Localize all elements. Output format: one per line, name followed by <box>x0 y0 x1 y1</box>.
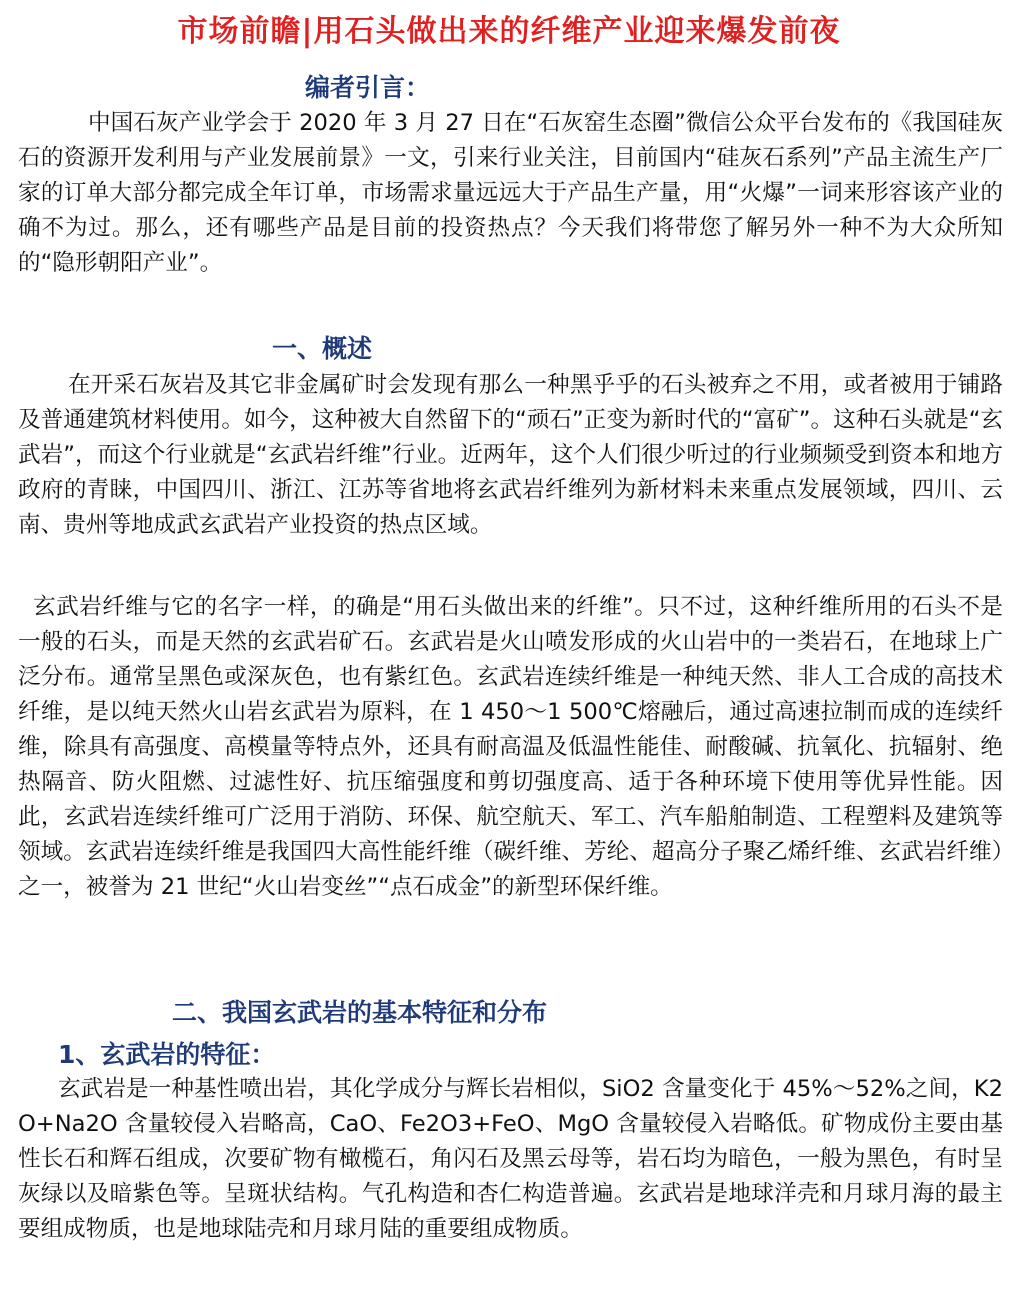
section2-paragraph-1: 玄武岩是一种基性喷出岩，其化学成分与辉长岩相似，SiO2 含量变化于 45%～52%之间，K2O+Na2O 含量较侵入岩略高，CaO、Fe2O3+FeO、MgO 含量较侵入岩略低。矿物成份主要由基性长石和辉石组成，次要矿物有橄榄石，角闪石及黑云母等，岩石均为暗色，一般为黑色，有时呈灰绿以及暗紫色等。呈斑状结构。气孔构造和杏仁构造普遍。玄武岩是地球洋壳和月球月海的最主要组成物质，也是地球陆壳和月球月陆的重要组成物质。 <box>18 1076 1003 1242</box>
section2-heading: 二、我国玄武岩的基本特征和分布 <box>172 998 548 1027</box>
section2-subheading-1: 1、玄武岩的特征： <box>58 1040 276 1069</box>
section1-paragraph-1: 在开采石灰岩及其它非金属矿时会发现有那么一种黑乎乎的石头被弃之不用，或者被用于铺路及普通建筑材料使用。如今，这种被大自然留下的“顽石”正变为新时代的“富矿”。这种石头就是“玄武岩”，而这个行业就是“玄武岩纤维”行业。近两年，这个人们很少听过的行业频频受到资本和地方政府的青睐，中国四川、浙江、江苏等省地将玄武岩纤维列为新材料未来重点发展领域，四川、云南、贵州等地成武玄武岩产业投资的热点区域。 <box>18 372 1003 538</box>
section1-paragraph-2: 玄武岩纤维与它的名字一样，的确是“用石头做出来的纤维”。只不过，这种纤维所用的石头不是一般的石头，而是天然的玄武岩矿石。玄武岩是火山喷发形成的火山岩中的一类岩石，在地球上广泛分布。通常呈黑色或深灰色，也有紫红色。玄武岩连续纤维是一种纯天然、非人工合成的高技术纤维，是以纯天然火山岩玄武岩为原料，在 1 450～1 500℃熔融后，通过高速拉制而成的连续纤维，除具有高强度、高模量等特点外，还具有耐高温及低温性能佳、耐酸碱、抗氧化、抗辐射、绝热隔音、防火阻燃、过滤性好、抗压缩强度和剪切强度高、适于各种环境下使用等优异性能。因此，玄武岩连续纤维可广泛用于消防、环保、航空航天、军工、汽车船舶制造、工程塑料及建筑等领域。玄武岩连续纤维是我国四大高性能纤维（碳纤维、芳纶、超高分子聚乙烯纤维、玄武岩纤维）之一，被誉为 21 世纪“火山岩变丝”“点石成金”的新型环保纤维。 <box>18 594 1003 900</box>
document-title: 市场前瞻|用石头做出来的纤维产业迎来爆发前夜 <box>177 14 841 49</box>
intro-paragraph: 中国石灰产业学会于 2020 年 3 月 27 日在“石灰窑生态圈”微信公众平台发布的《我国硅灰石的资源开发利用与产业发展前景》一文，引来行业关注，目前国内“硅灰石系列”产品主流生产厂家的订单大部分都完成全年订单，市场需求量远远大于产品生产量，用“火爆”一词来形容该产业的确不为过。那么，还有哪些产品是目前的投资热点？今天我们将带您了解另外一种不为大众所知的“隐形朝阳产业”。 <box>18 110 1003 276</box>
section1-heading: 一、概述 <box>272 334 373 363</box>
intro-heading: 编者引言： <box>305 73 431 102</box>
